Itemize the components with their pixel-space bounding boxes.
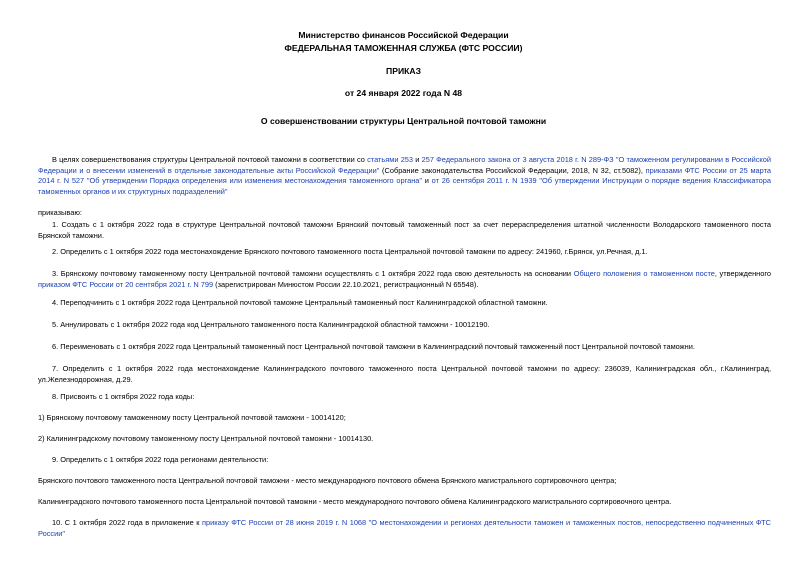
preamble-paragraph: [38, 155, 771, 197]
item-8-1: 1) Брянскому почтовому таможенному посту Центральной почтовой таможни - 10014120;: [38, 413, 346, 422]
item-5: 5. Аннулировать с 1 октября 2022 года код Центрального таможенного поста Калининградской областной таможни - 10012190.: [52, 320, 490, 329]
document-date: от 24 января 2022 года N 48: [344, 88, 463, 98]
item-1: 1. Создать с 1 октября 2022 года в структуре Центральной почтовой таможни Брянский почтовый таможенный пост за счет перераспределения штатной численности Володарского таможенного поста Брянской таможни.: [38, 220, 771, 240]
link-federal-law-289[interactable]: 257 Федерального закона от 3 августа 2018 г. N 289-ФЗ "О таможенном регулировании в Российской Федерации и о внесении изменений в отдельные законодательные акты Российской Федерации": [38, 155, 771, 175]
item-9: 9. Определить с 1 октября 2022 года регионами деятельности:: [52, 455, 269, 464]
link-general-provision[interactable]: Общего положения о таможенном посте: [573, 269, 715, 278]
item-7: 7. Определить с 1 октября 2022 года местонахождение Калининградского почтового таможенного поста Центральной почтовой таможни по адресу: 236039, Калининградская обл., г.Калининград, ул.Железнодорожная, д.29.: [38, 364, 771, 384]
preamble-text-1: В целях совершенствования структуры Центральной почтовой таможни в соответствии со: [52, 155, 368, 164]
service-name: ФЕДЕРАЛЬНАЯ ТАМОЖЕННАЯ СЛУЖБА (ФТС РОССИИ): [284, 43, 523, 53]
item-2: 2. Определить с 1 октября 2022 года местонахождение Брянского почтового таможенного поста Центральной почтовой таможни по адресу: 241960, г.Брянск, ул.Речная, д.1.: [52, 247, 648, 256]
item-10-text-1: 10. С 1 октября 2022 года в приложение к: [52, 518, 203, 527]
item-3-text-2: , утвержденного: [714, 269, 771, 278]
order-word: приказываю:: [38, 208, 82, 217]
preamble-text-3: (Собрание законодательства Российской Федерации, 2018, N 32, ст.5082),: [379, 165, 646, 175]
ministry-name: Министерство финансов Российской Федерации: [298, 30, 509, 40]
item-9-1: Брянского почтового таможенного поста Центральной почтовой таможни - место международного почтового обмена Брянского магистрального сортировочного центра;: [38, 476, 617, 485]
document-title: О совершенствовании структуры Центральной почтовой таможни: [260, 116, 547, 126]
item-6: 6. Переименовать с 1 октября 2022 года Центральный таможенный пост Центральной почтовой таможни в Калининградский почтовый таможенный пост Центральной почтовой таможни.: [52, 342, 695, 351]
link-order-1068[interactable]: приказу ФТС России от 28 июня 2019 г. N 1068 "О местонахождении и регионах деятельности таможен и таможенных постов, непосредственно подчиненных ФТС России": [38, 518, 771, 538]
link-order-527[interactable]: приказами ФТС России от 25 марта 2014 г. N 527 "Об утверждении Порядка определения или изменения местонахождения таможенного органа": [38, 165, 771, 186]
item-10: [38, 518, 771, 539]
preamble-text-4: и: [422, 176, 432, 186]
item-3: [38, 269, 771, 290]
preamble-text-2: и: [413, 155, 422, 164]
item-3-text-3: (зарегистрирован Минюстом России 22.10.2021, регистрационный N 65548).: [213, 279, 479, 289]
item-8: 8. Присвоить с 1 октября 2022 года коды:: [52, 392, 195, 401]
link-article-253[interactable]: статьями 253: [367, 155, 414, 164]
link-order-799[interactable]: приказом ФТС России от 20 сентября 2021 г. N 799: [38, 279, 214, 289]
document-type: ПРИКАЗ: [386, 66, 421, 76]
item-9-2: Калининградского почтового таможенного поста Центральной почтовой таможни - место международного почтового обмена Калининградского магистрального сортировочного центра.: [38, 497, 672, 506]
link-order-1939[interactable]: от 26 сентября 2011 г. N 1939 "Об утверждении Инструкции о порядке ведения Классификатора таможенных органов и их структурных подразделений": [38, 176, 771, 196]
item-4: 4. Переподчинить с 1 октября 2022 года Центральной почтовой таможне Центральный таможенный пост Калининградской областной таможни.: [52, 298, 548, 307]
item-8-2: 2) Калининградскому почтовому таможенному посту Центральной почтовой таможни - 10014130.: [38, 434, 374, 443]
item-3-text-1: 3. Брянскому почтовому таможенному посту Центральной почтовой таможни осуществлять с 1 октября 2022 года свою деятельность на основании: [52, 269, 574, 278]
